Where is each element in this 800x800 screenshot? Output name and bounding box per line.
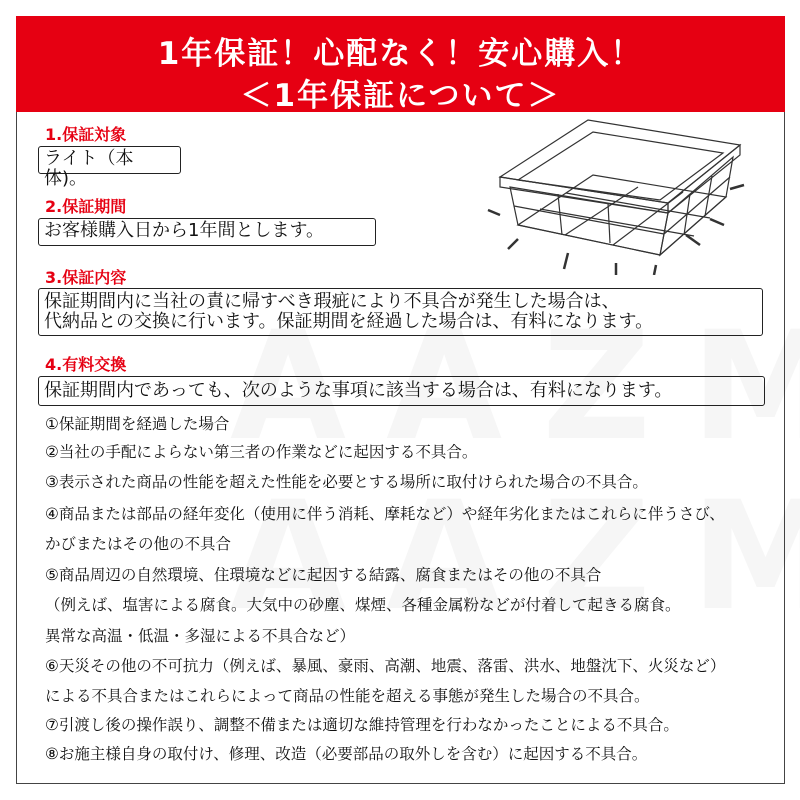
- list-item: ④商品または部品の経年変化（使用に伴う消耗、摩耗など）や経年劣化またはこれらに伴うさび、: [45, 505, 725, 523]
- list-item: 異常な高温・低温・多湿による不具合など）: [45, 627, 356, 645]
- list-item: ⑧お施主様自身の取付け、修理、改造（必要部品の取外しを含む）に起因する不具合。: [45, 745, 648, 763]
- section-text-content-line1: 保証期間内に当社の責に帰すべき瑕疵により不具合が発生した場合は、: [44, 291, 620, 312]
- list-item: による不具合またはこれらによって商品の性能を超える事態が発生した場合の不具合。: [45, 687, 650, 705]
- section-box-coverage: [38, 146, 181, 189]
- list-item: ⑦引渡し後の操作誤り、調整不備または適切な維持管理を行わなかったことによる不具合。: [45, 716, 679, 734]
- list-item: ②当社の手配によらない第三者の作業などに起因する不具合。: [45, 443, 478, 461]
- section-title-coverage: 1.保証対象: [45, 125, 127, 144]
- header-subtitle: ＜1年保証について＞: [240, 78, 561, 114]
- ceiling-light-illustration-icon: [478, 115, 758, 279]
- section-text-coverage: ライト（本体)。: [44, 148, 134, 189]
- section-box-period: [38, 218, 376, 246]
- section-title-period: 2.保証期間: [45, 197, 127, 216]
- section-text-content-line2: 代納品との交換に行います。保証期間を経過した場合は、有料になります。: [44, 311, 654, 332]
- section-title-content: 3.保証内容: [45, 268, 127, 287]
- section-title-paid-exchange: 4.有料交換: [45, 355, 127, 374]
- list-item: ⑥天災その他の不可抗力（例えば、暴風、豪雨、高潮、地震、落雷、洪水、地盤沈下、火災など）: [45, 657, 726, 675]
- section-text-period: お客様購入日から1年間とします。: [44, 220, 325, 241]
- list-item: ⑤商品周辺の自然環境、住環境などに起因する結露、腐食またはその他の不具合: [45, 566, 602, 584]
- section-box-content: [38, 288, 763, 336]
- header-banner: [16, 16, 785, 112]
- list-item: ①保証期間を経過した場合: [45, 415, 230, 433]
- list-item: （例えば、塩害による腐食。大気中の砂塵、煤煙、各種金属粉などが付着して起きる腐食。: [45, 596, 681, 614]
- section-box-paid-exchange: [38, 376, 765, 406]
- list-item: ③表示された商品の性能を超えた性能を必要とする場所に取付けられた場合の不具合。: [45, 473, 648, 491]
- section-text-paid-exchange: 保証期間内であっても、次のような事項に該当する場合は、有料になります。: [44, 380, 673, 401]
- list-item: かびまたはその他の不具合: [45, 535, 232, 553]
- header-title: 1年保証！心配なく！安心購入！: [157, 36, 644, 72]
